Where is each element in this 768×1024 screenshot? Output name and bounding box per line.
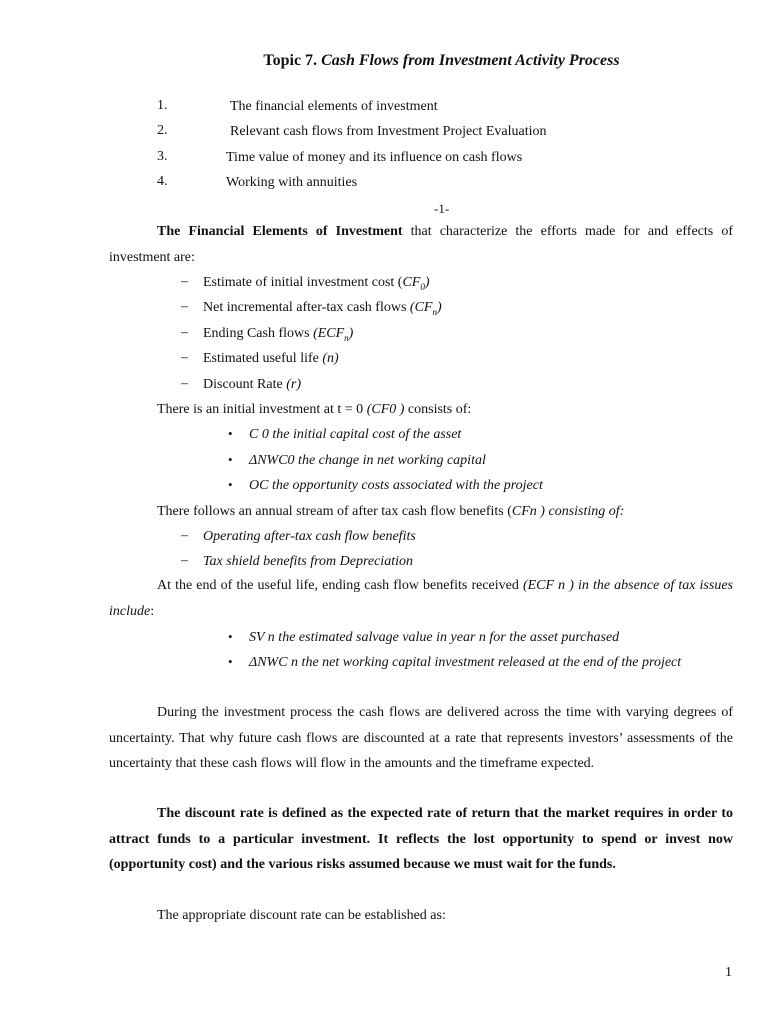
intro-paragraph	[109, 219, 733, 270]
annual-item-2: Tax shield benefits from Depreciation	[203, 554, 413, 569]
bullet-marker: •	[228, 426, 233, 441]
ending-item-1: SV n the estimated salvage value in year n for the asset purchased	[249, 630, 620, 645]
uncertainty-paragraph: During the investment process the cash flows are delivered across the time with varying degrees of uncertainty. That why future cash flows are discounted at a rate that represents investors’ assessments of the uncertainty that these cash flows will flow in the amounts and the timeframe expected.	[109, 705, 733, 771]
title-prefix: Topic 7.	[263, 52, 318, 69]
initial-item-2: ΔNWC0 the change in net working capital	[249, 453, 486, 468]
initial-investment-line: There is an initial investment at t = 0 (CF0 ) consists of:	[157, 402, 472, 417]
bullet-marker: •	[228, 477, 233, 492]
section-mark: -1-	[434, 201, 450, 216]
dash-marker: –	[181, 376, 188, 391]
title-italic: Cash Flows from Investment Activity Process	[321, 52, 620, 69]
element-item-1: Estimate of initial investment cost $(CF_0)$	[203, 275, 430, 292]
intro-bold: The Financial Elements of Investment	[157, 224, 403, 239]
element-item-2: Net incremental after-tax cash flows $(CF_n)$	[203, 300, 442, 317]
ending-item-2: ΔNWC n the net working capital investment released at the end of the project	[249, 655, 682, 670]
dash-marker: –	[181, 274, 188, 289]
dash-marker: –	[181, 528, 188, 543]
discount-rate-definition: The discount rate is defined as the expected rate of return that the market requires in order to attract funds to a particular investment. It reflects the lost opportunity to spend or invest now (opportunity cost) and the various risks assumed because we must wait for the funds.	[109, 806, 733, 872]
dash-marker: –	[181, 299, 188, 314]
last-line: The appropriate discount rate can be established as:	[157, 908, 446, 923]
bullet-marker: •	[228, 452, 233, 467]
toc-item-4: Working with annuities	[226, 175, 358, 190]
ending-paragraph: At the end of the useful life, ending cash flow benefits received (ECF n ) in the absence of tax issues include:	[109, 578, 733, 619]
element-item-3: Ending Cash flows $(ECF_n)$	[203, 326, 354, 343]
toc-num-3: 3.	[157, 149, 168, 164]
dash-marker: –	[181, 553, 188, 568]
toc-num-1: 1.	[157, 98, 168, 113]
annual-stream-line: There follows an annual stream of after tax cash flow benefits (CFn ) consisting of:	[157, 504, 625, 519]
dash-marker: –	[181, 325, 188, 340]
element-item-4: Estimated useful life (n)	[203, 351, 339, 366]
toc-item-2: Relevant cash flows from Investment Project Evaluation	[230, 124, 547, 139]
page-title	[0, 52, 768, 70]
toc-item-3: Time value of money and its influence on cash flows	[226, 150, 523, 165]
toc-num-4: 4.	[157, 174, 168, 189]
bullet-marker: •	[228, 629, 233, 644]
intro-rest: that characterize the efforts made for and effects of investment are:	[109, 224, 733, 265]
dash-marker: –	[181, 350, 188, 365]
toc-item-1: The financial elements of investment	[230, 99, 438, 114]
toc-num-2: 2.	[157, 123, 168, 138]
initial-item-3: OC the opportunity costs associated with the project	[249, 478, 543, 493]
page-number: 1	[725, 965, 732, 980]
bullet-marker: •	[228, 654, 233, 669]
element-item-5: Discount Rate (r)	[203, 377, 301, 392]
initial-item-1: C 0 the initial capital cost of the asset	[249, 427, 462, 442]
annual-item-1: Operating after-tax cash flow benefits	[203, 529, 416, 544]
